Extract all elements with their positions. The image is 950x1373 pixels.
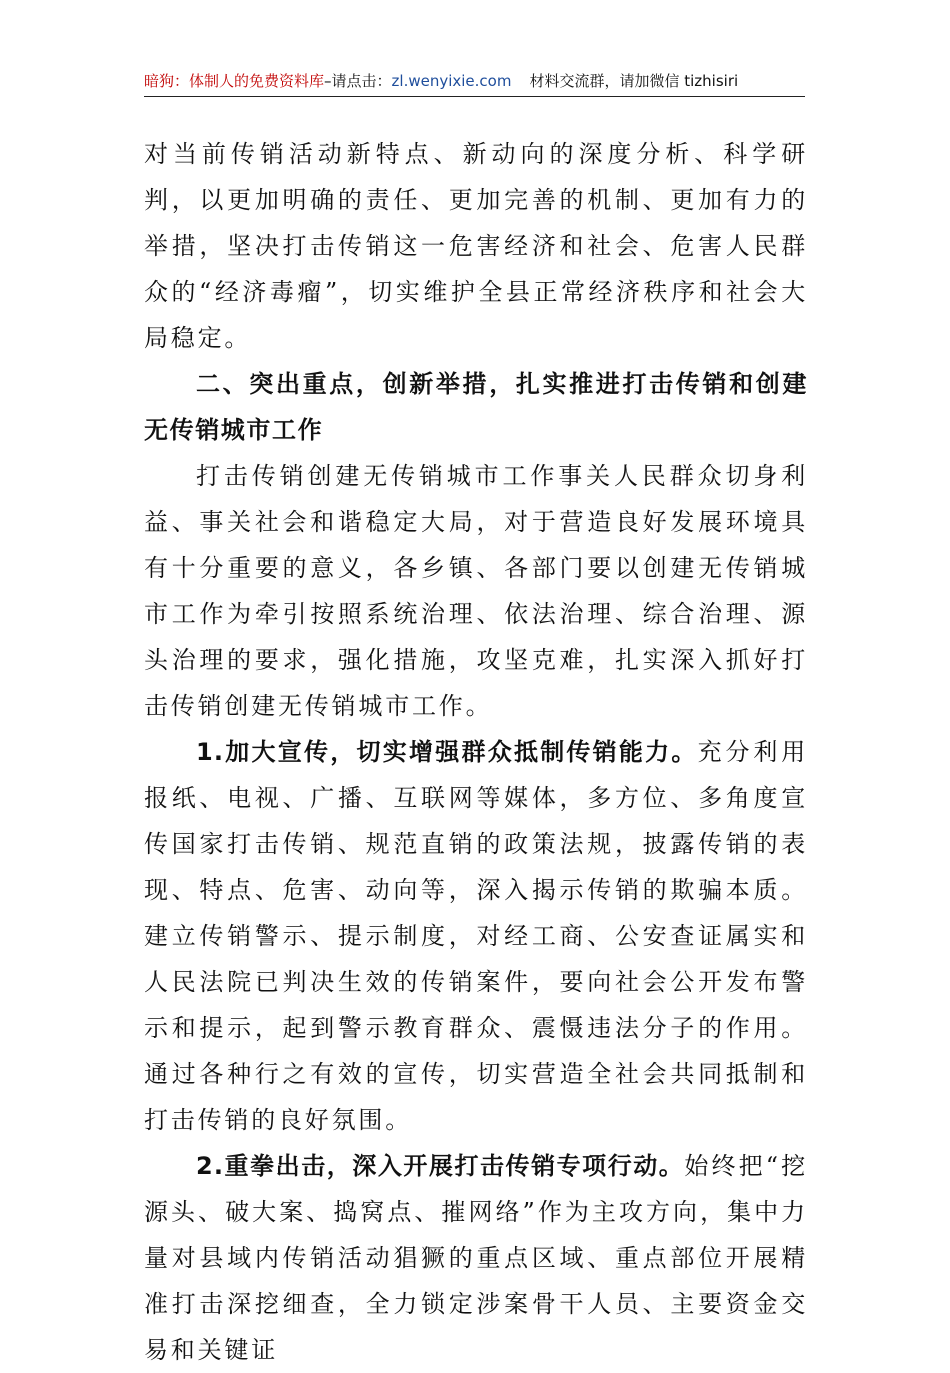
header-wechat-note: 材料交流群，请加微信 tizhisiri <box>529 72 739 90</box>
section-heading-2: 二、突出重点，创新举措，扎实推进打击传销和创建无传销城市工作 <box>144 370 808 444</box>
document-body <box>144 131 808 1373</box>
header-url-link[interactable]: zl.wenyixie.com <box>391 72 512 90</box>
header-site-label: 暗狗：体制人的免费资料库 <box>144 72 325 90</box>
paragraph-item-1 <box>144 729 808 1143</box>
item-2-lead: 2.重拳出击，深入开展打击传销专项行动。 <box>196 1152 685 1180</box>
item-1-text: 充分利用报纸、电视、广播、互联网等媒体，多方位、多角度宣传国家打击传销、规范直销的政策法规，披露传销的表现、特点、危害、动向等，深入揭示传销的欺骗本质。建立传销警示、提示制度，对经工商、公安查证属实和人民法院已判决生效的传销案件，要向社会公开发布警示和提示，起到警示教育群众、震慑违法分子的作用。通过各种行之有效的宣传，切实营造全社会共同抵制和打击传销的良好氛围。 <box>144 738 808 1134</box>
paragraph-item-2 <box>144 1143 808 1373</box>
header-click-prompt: –请点击： <box>324 72 392 90</box>
item-1-lead: 1.加大宣传，切实增强群众抵制传销能力。 <box>196 738 698 766</box>
page-header <box>144 70 805 97</box>
item-2-text: 始终把“挖源头、破大案、捣窝点、摧网络”作为主攻方向，集中力量对县域内传销活动猖獗的重点区域、重点部位开展精准打击深挖细查，全力锁定涉案骨干人员、主要资金交易和关键证 <box>144 1152 808 1364</box>
paragraph-section-2-intro: 打击传销创建无传销城市工作事关人民群众切身利益、事关社会和谐稳定大局，对于营造良好发展环境具有十分重要的意义，各乡镇、各部门要以创建无传销城市工作为牵引按照系统治理、依法治理、综合治理、源头治理的要求，强化措施，攻坚克难，扎实深入抓好打击传销创建无传销城市工作。 <box>144 462 808 720</box>
paragraph-continuation: 对当前传销活动新特点、新动向的深度分析、科学研判，以更加明确的责任、更加完善的机制、更加有力的举措，坚决打击传销这一危害经济和社会、危害人民群众的“经济毒瘤”，切实维护全县正常经济秩序和社会大局稳定。 <box>144 140 808 352</box>
